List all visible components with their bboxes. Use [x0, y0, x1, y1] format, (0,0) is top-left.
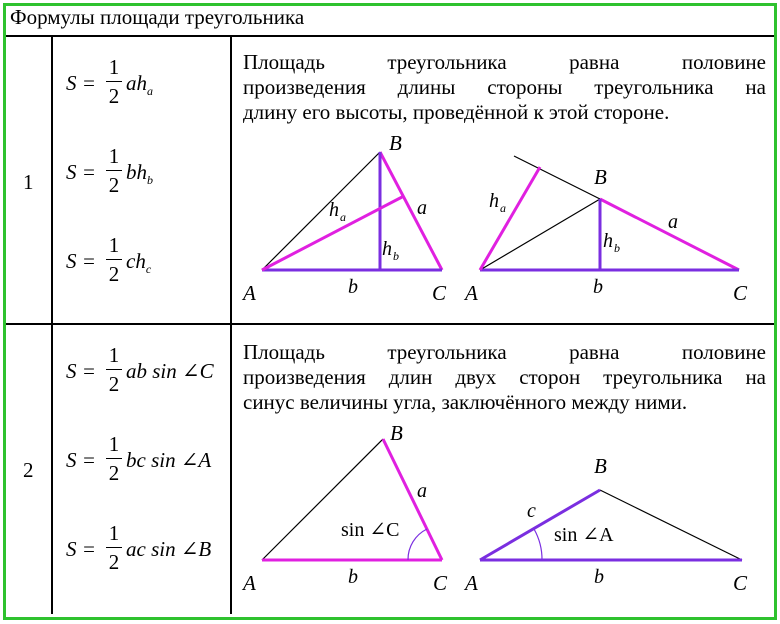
height-label-ha-sub: a [500, 201, 506, 215]
description-line: произведения длин двух сторон треугольника на [243, 365, 766, 389]
formula-lhs: S = [66, 448, 96, 472]
vertex-label-A: A [465, 281, 478, 305]
fraction-denominator: 2 [108, 372, 120, 396]
description-line: Площадь треугольника равна половине [243, 50, 766, 74]
height-label-hb-sub: b [614, 241, 620, 255]
triangle-altitudes-acute [241, 131, 447, 305]
vertex-label-C: C [733, 281, 748, 305]
fraction-denominator: 2 [108, 173, 120, 197]
side-label-a: a [417, 197, 427, 219]
formula-lhs: S = [66, 537, 96, 561]
vertex-label-B: B [390, 421, 403, 445]
vertex-label-C: C [733, 571, 748, 595]
fraction-numerator: 1 [108, 343, 120, 367]
description-line: Площадь треугольника равна половине [243, 340, 766, 364]
formula-body: $bh_b$ [126, 160, 153, 188]
formula-body: $ch_c$ [126, 249, 152, 277]
triangle-angle-C [241, 421, 448, 595]
vertex-label-A: A [243, 571, 256, 595]
side-label-c: c [527, 500, 536, 522]
row-number-2: 2 [23, 458, 34, 482]
formula-lhs: S = [66, 160, 96, 184]
side-label-b: b [348, 566, 358, 588]
fraction-denominator: 2 [108, 550, 120, 574]
fraction-numerator: 1 [108, 144, 120, 168]
height-label-hb: h [603, 230, 613, 252]
angle-label-sinA: sin ∠A [554, 524, 614, 546]
triangle-altitudes-obtuse [463, 156, 748, 305]
formula-body: $ah_a$ [126, 71, 153, 99]
side-label-a: a [417, 480, 427, 502]
height-label-hb-sub: b [393, 249, 399, 263]
vertex-label-B: B [389, 131, 402, 155]
fraction-numerator: 1 [108, 55, 120, 79]
formula-body: ab sin ∠C [126, 359, 214, 383]
height-label-ha: h [489, 190, 499, 212]
vertex-label-B: B [594, 165, 607, 189]
formula-body: bc sin ∠A [126, 448, 212, 472]
height-label-hb: h [382, 238, 392, 260]
formula-lhs: S = [66, 71, 96, 95]
formula-lhs: S = [66, 359, 96, 383]
row-number-1: 1 [23, 170, 34, 194]
side-label-b: b [593, 276, 603, 298]
fraction-numerator: 1 [108, 233, 120, 257]
vertex-label-C: C [432, 281, 447, 305]
triangle-angle-A [463, 454, 748, 595]
height-label-ha: h [329, 199, 339, 221]
fraction-denominator: 2 [108, 84, 120, 108]
fraction-numerator: 1 [108, 432, 120, 456]
table-title: Формулы площади треугольника [10, 5, 305, 29]
vertex-label-B: B [594, 454, 607, 478]
description-line: произведения длины стороны треугольника на [243, 75, 766, 99]
fraction-numerator: 1 [108, 521, 120, 545]
fraction-denominator: 2 [108, 262, 120, 286]
fraction-denominator: 2 [108, 461, 120, 485]
side-label-a: a [668, 211, 678, 233]
description-line: длину его высоты, проведённой к этой стороне. [243, 100, 670, 124]
formula-body: ac sin ∠B [126, 537, 212, 561]
height-label-ha-sub: a [340, 210, 346, 224]
formula-lhs: S = [66, 249, 96, 273]
vertex-label-A: A [243, 281, 256, 305]
side-label-b: b [348, 276, 358, 298]
angle-label-sinC: sin ∠C [341, 519, 400, 541]
vertex-label-A: A [465, 571, 478, 595]
description-line: синус величины угла, заключённого между ними. [243, 390, 688, 414]
side-label-b: b [594, 566, 604, 588]
vertex-label-C: C [433, 571, 448, 595]
